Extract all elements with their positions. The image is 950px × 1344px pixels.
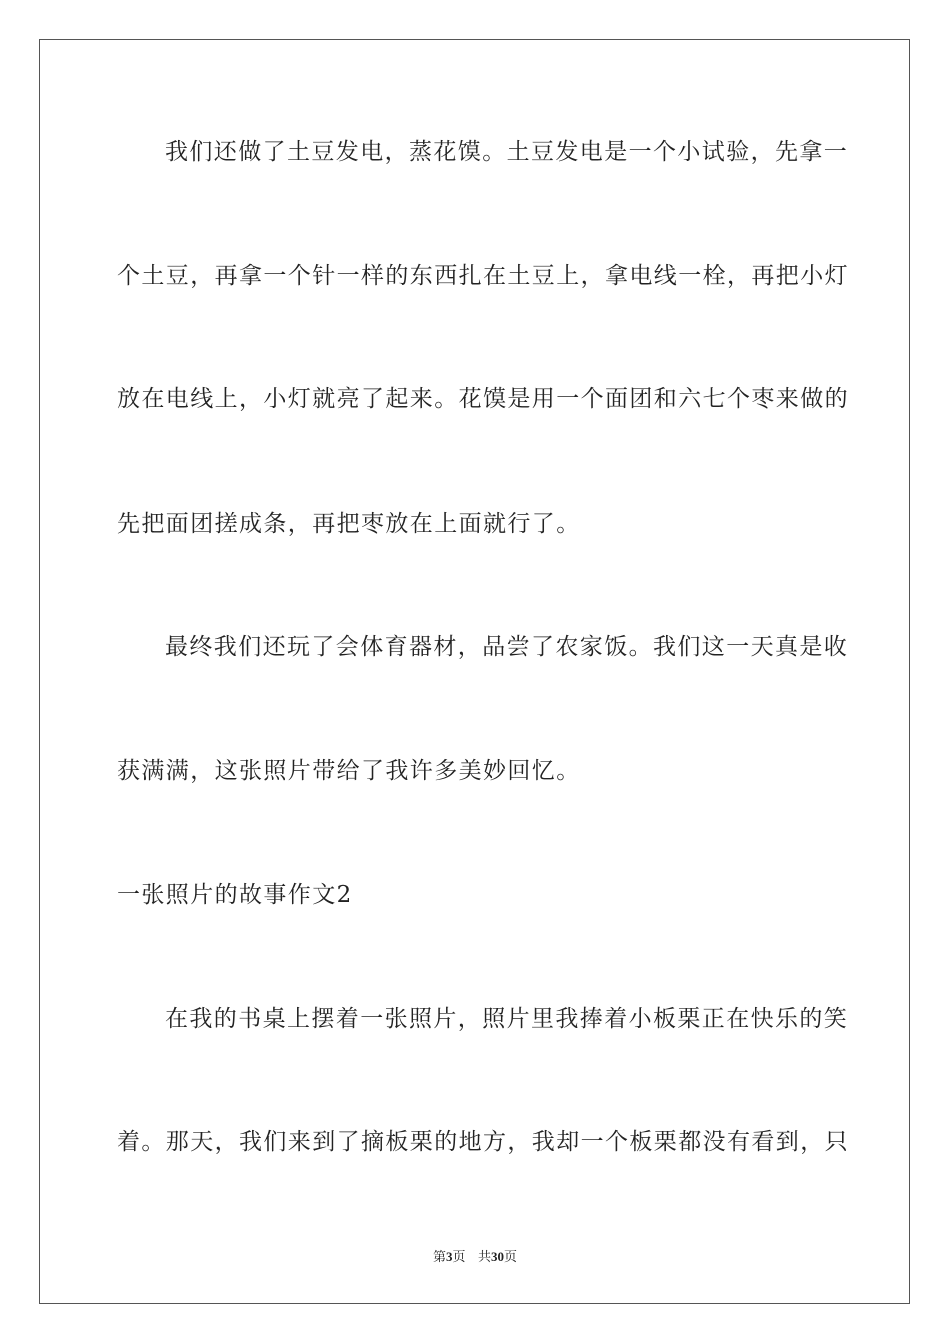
page-border [39,39,910,1304]
paragraph-line-3: 放在电线上，小灯就亮了起来。花馍是用一个面团和六七个枣来做的 [117,386,849,412]
page-suffix: 页 [452,1250,466,1265]
paragraph-line-1: 我们还做了土豆发电，蒸花馍。土豆发电是一个小试验，先拿一 [165,139,849,165]
page-footer [0,1248,950,1267]
paragraph-line-6: 获满满，这张照片带给了我许多美妙回忆。 [117,758,581,784]
page-number: 3 [446,1249,453,1264]
page-prefix: 第 [433,1250,447,1265]
total-prefix: 共 [477,1250,491,1265]
paragraph-line-4: 先把面团搓成条，再把枣放在上面就行了。 [117,511,581,537]
paragraph-line-7: 在我的书桌上摆着一张照片，照片里我捧着小板栗正在快乐的笑 [165,1006,849,1032]
paragraph-line-2: 个土豆，再拿一个针一样的东西扎在土豆上，拿电线一栓，再把小灯 [117,263,849,289]
paragraph-line-8: 着。那天，我们来到了摘板栗的地方，我却一个板栗都没有看到，只 [117,1129,849,1155]
section-heading: 一张照片的故事作文2 [117,882,353,908]
total-pages: 30 [490,1249,504,1264]
total-suffix: 页 [503,1250,517,1265]
paragraph-line-5: 最终我们还玩了会体育器材，品尝了农家饭。我们这一天真是收 [165,634,849,660]
